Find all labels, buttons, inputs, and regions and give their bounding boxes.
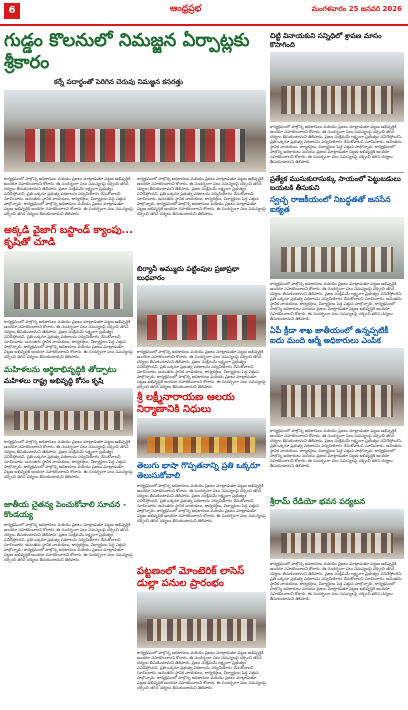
story3-headline: మహిళలను ఆర్థికాభివృద్ధికి తోడ్పాటు — [4, 365, 117, 374]
right-headline-3: ఏపీ క్రీడా శాఖ జాతీయంలో ఉన్నప్పటికీ ఐదు మంది ఆర్మీ అధికారులు ఎంపిక — [270, 326, 389, 345]
story4-text: కార్యక్రమంలో పాల్గొన్న అధికారులు మరియు ప్రజలు మాట్లాడుతూ పట్టణ అభివృద్ధికి అందరూ సహకరించాలని కోరారు. ఈ సందర్భంగా పలు సమస్యలపై చర్చించి తగిన చర్యలు తీసుకుంటామని తెలిపారు. ప్రజల సంక్షేమమే లక్ష్యంగా ప్రభుత్వం పనిచేస్తోందని, ప్రతి ఒక్కరూ ప్రభుత్వ పథకాలను సద్వినియోగం చేసుకోవాలని సూచించారు. అనంతరం స్థానిక నాయకులు, కార్యకర్తలు, విద్యార్థులు పెద్ద ఎత్తున పాల్గొన్నారు. కార్యక్రమంలో పాల్గొన్న అధికారులు మరియు ప్రజలు మాట్లాడుతూ పట్టణ అభివృద్ధికి అందరూ సహకరించాలని కోరారు. ఈ సందర్భంగా పలు సమస్యలపై చర్చించి తగిన చర్యలు తీసుకుంటామని తెలిపారు. — [4, 522, 133, 562]
center-subheadline-3: పట్టణంలో మోంటెరిక్ లాసెస్ డుల్లా పనుల ప్రారంభం — [137, 566, 245, 589]
main-headline: గుడ్డం కొలనులో నిమజ్జన ఏర్పాట్లకు శ్రీకారం — [4, 30, 250, 73]
right-headline-4: శ్రీరామ్ రేడియో భవన పర్యటన — [270, 497, 366, 506]
center-subheadline-2: తెలుగు భాషా గొప్పతనాన్ని ప్రతి ఒక్కరూ తెలుసుకోవాలి — [137, 461, 261, 480]
center-text: కార్యక్రమంలో పాల్గొన్న అధికారులు మరియు ప్రజలు మాట్లాడుతూ పట్టణ అభివృద్ధికి అందరూ సహకరించాలని కోరారు. ఈ సందర్భంగా పలు సమస్యలపై చర్చించి తగిన చర్యలు తీసుకుంటామని తెలిపారు. ప్రజల సంక్షేమమే లక్ష్యంగా ప్రభుత్వం పనిచేస్తోందని, ప్రతి ఒక్కరూ ప్రభుత్వ పథకాలను సద్వినియోగం చేసుకోవాలని సూచించారు. అనంతరం స్థానిక నాయకులు, కార్యకర్తలు, విద్యార్థులు పెద్ద ఎత్తున పాల్గొన్నారు. కార్యక్రమంలో పాల్గొన్న అధికారులు మరియు ప్రజలు మాట్లాడుతూ పట్టణ అభివృద్ధికి అందరూ సహకరించాలని కోరారు. ఈ సందర్భంగా పలు సమస్యలపై చర్చించి తగిన చర్యలు తీసుకుంటామని తెలిపారు. — [137, 349, 266, 389]
temple-photo — [137, 418, 266, 458]
right-photo-3 — [270, 348, 404, 426]
right-photo-4 — [270, 509, 404, 559]
center-text-3: కార్యక్రమంలో పాల్గొన్న అధికారులు మరియు ప్రజలు మాట్లాడుతూ పట్టణ అభివృద్ధికి అందరూ సహకరించాలని కోరారు. ఈ సందర్భంగా పలు సమస్యలపై చర్చించి తగిన చర్యలు తీసుకుంటామని తెలిపారు. ప్రజల సంక్షేమమే లక్ష్యంగా ప్రభుత్వం పనిచేస్తోందని, ప్రతి ఒక్కరూ ప్రభుత్వ పథకాలను సద్వినియోగం చేసుకోవాలని సూచించారు. అనంతరం స్థానిక నాయకులు, కార్యకర్తలు, విద్యార్థులు పెద్ద ఎత్తున పాల్గొన్నారు. కార్యక్రమంలో పాల్గొన్న అధికారులు మరియు ప్రజలు మాట్లాడుతూ పట్టణ అభివృద్ధికి అందరూ సహకరించాలని కోరారు. ఈ సందర్భంగా పలు సమస్యలపై చర్చించి తగిన చర్యలు తీసుకుంటామని తెలిపారు. — [137, 650, 266, 690]
story3-byline: మహిళలు రాష్ట్ర అభివృద్ధి కోసం కృషి — [4, 377, 104, 385]
center-photo — [137, 285, 266, 347]
left-column — [4, 30, 266, 710]
right-column — [270, 32, 404, 601]
center-subheadline-1: శ్రీ లక్ష్మీనారాయణ ఆలయ నిర్మాణానికి నిధులు — [137, 392, 235, 415]
story4-headline: జాతీయ చైతన్య పెంచుకోవాలి సూచన - కొండయ్య — [4, 500, 127, 519]
right-text-4: కార్యక్రమంలో పాల్గొన్న అధికారులు మరియు ప్రజలు మాట్లాడుతూ పట్టణ అభివృద్ధికి అందరూ సహకరించాలని కోరారు. ఈ సందర్భంగా పలు సమస్యలపై చర్చించి తగిన చర్యలు తీసుకుంటామని తెలిపారు. ప్రజల సంక్షేమమే లక్ష్యంగా ప్రభుత్వం పనిచేస్తోందని, ప్రతి ఒక్కరూ ప్రభుత్వ పథకాలను సద్వినియోగం చేసుకోవాలని సూచించారు. అనంతరం స్థానిక నాయకులు, కార్యకర్తలు, విద్యార్థులు పెద్ద ఎత్తున పాల్గొన్నారు. కార్యక్రమంలో పాల్గొన్న అధికారులు మరియు ప్రజలు మాట్లాడుతూ పట్టణ అభివృద్ధికి అందరూ సహకరించాలని కోరారు. ఈ సందర్భంగా పలు సమస్యలపై చర్చించి తగిన చర్యలు తీసుకుంటామని తెలిపారు. — [270, 561, 403, 601]
right-headline-2b: స్వచ్ఛ రాజకీయంలో నిబద్ధతతో జనసేన ఐక్యత — [270, 195, 391, 214]
story2-headline: అక్కడి వైజాగ్ బస్టాండ్ క్యాంపు... కృషితో చూడి — [4, 225, 133, 248]
right-text-1: కార్యక్రమంలో పాల్గొన్న అధికారులు మరియు ప్రజలు మాట్లాడుతూ పట్టణ అభివృద్ధికి అందరూ సహకరించాలని కోరారు. ఈ సందర్భంగా పలు సమస్యలపై చర్చించి తగిన చర్యలు తీసుకుంటామని తెలిపారు. ప్రజల సంక్షేమమే లక్ష్యంగా ప్రభుత్వం పనిచేస్తోందని, ప్రతి ఒక్కరూ ప్రభుత్వ పథకాలను సద్వినియోగం చేసుకోవాలని సూచించారు. అనంతరం స్థానిక నాయకులు, కార్యకర్తలు, విద్యార్థులు పెద్ద ఎత్తున పాల్గొన్నారు. కార్యక్రమంలో పాల్గొన్న అధికారులు మరియు ప్రజలు మాట్లాడుతూ పట్టణ అభివృద్ధికి అందరూ సహకరించాలని కోరారు. ఈ సందర్భంగా పలు సమస్యలపై చర్చించి తగిన చర్యలు తీసుకుంటామని తెలిపారు. — [270, 124, 403, 164]
right-photo-2 — [270, 217, 404, 279]
story2-text: కార్యక్రమంలో పాల్గొన్న అధికారులు మరియు ప్రజలు మాట్లాడుతూ పట్టణ అభివృద్ధికి అందరూ సహకరించాలని కోరారు. ఈ సందర్భంగా పలు సమస్యలపై చర్చించి తగిన చర్యలు తీసుకుంటామని తెలిపారు. ప్రజల సంక్షేమమే లక్ష్యంగా ప్రభుత్వం పనిచేస్తోందని, ప్రతి ఒక్కరూ ప్రభుత్వ పథకాలను సద్వినియోగం చేసుకోవాలని సూచించారు. అనంతరం స్థానిక నాయకులు, కార్యకర్తలు, విద్యార్థులు పెద్ద ఎత్తున పాల్గొన్నారు. కార్యక్రమంలో పాల్గొన్న అధికారులు మరియు ప్రజలు మాట్లాడుతూ పట్టణ అభివృద్ధికి అందరూ సహకరించాలని కోరారు. ఈ సందర్భంగా పలు సమస్యలపై చర్చించి తగిన చర్యలు తీసుకుంటామని తెలిపారు. — [4, 319, 133, 359]
main-subhead: కర్నే పదార్థంతో పెరిగిన చెరువు నిమజ్జన కసరత్తు — [54, 78, 184, 86]
right-headline-2: ప్రత్యేక ముసుకురాసుక్కు సాయంలో పెట్టుబడులు బయటకి తీసుకుని — [270, 175, 401, 192]
divider — [270, 172, 404, 173]
masthead — [0, 0, 408, 26]
date-line: మంగళవారం 25 జనవరి 2026 — [311, 5, 402, 13]
story1-text-cont: కార్యక్రమంలో పాల్గొన్న అధికారులు మరియు ప్రజలు మాట్లాడుతూ పట్టణ అభివృద్ధికి అందరూ సహకరించాలని కోరారు. ఈ సందర్భంగా పలు సమస్యలపై చర్చించి తగిన చర్యలు తీసుకుంటామని తెలిపారు. ప్రజల సంక్షేమమే లక్ష్యంగా ప్రభుత్వం పనిచేస్తోందని, ప్రతి ఒక్కరూ ప్రభుత్వ పథకాలను సద్వినియోగం చేసుకోవాలని సూచించారు. అనంతరం స్థానిక నాయకులు, కార్యకర్తలు, విద్యార్థులు పెద్ద ఎత్తున పాల్గొన్నారు. కార్యక్రమంలో పాల్గొన్న అధికారులు మరియు ప్రజలు మాట్లాడుతూ పట్టణ అభివృద్ధికి అందరూ సహకరించాలని కోరారు. ఈ సందర్భంగా పలు సమస్యలపై చర్చించి తగిన చర్యలు తీసుకుంటామని తెలిపారు. — [137, 176, 266, 216]
page-number: 6 — [4, 3, 20, 19]
center-photo-3 — [137, 592, 266, 648]
story3-photo — [4, 388, 133, 436]
right-headline-1: చిట్టి వినాయకుని సన్నిధిలో శ్రావణ మాసం కొసాగింది — [270, 32, 382, 49]
main-photo — [4, 90, 266, 172]
center-text-2: కార్యక్రమంలో పాల్గొన్న అధికారులు మరియు ప్రజలు మాట్లాడుతూ పట్టణ అభివృద్ధికి అందరూ సహకరించాలని కోరారు. ఈ సందర్భంగా పలు సమస్యలపై చర్చించి తగిన చర్యలు తీసుకుంటామని తెలిపారు. ప్రజల సంక్షేమమే లక్ష్యంగా ప్రభుత్వం పనిచేస్తోందని, ప్రతి ఒక్కరూ ప్రభుత్వ పథకాలను సద్వినియోగం చేసుకోవాలని సూచించారు. అనంతరం స్థానిక నాయకులు, కార్యకర్తలు, విద్యార్థులు పెద్ద ఎత్తున పాల్గొన్నారు. కార్యక్రమంలో పాల్గొన్న అధికారులు మరియు ప్రజలు మాట్లాడుతూ పట్టణ అభివృద్ధికి అందరూ సహకరించాలని కోరారు. ఈ సందర్భంగా పలు సమస్యలపై చర్చించి తగిన చర్యలు తీసుకుంటామని తెలిపారు. — [137, 483, 266, 523]
right-photo-1 — [270, 52, 404, 122]
story2-photo — [4, 251, 133, 317]
story1-text: కార్యక్రమంలో పాల్గొన్న అధికారులు మరియు ప్రజలు మాట్లాడుతూ పట్టణ అభివృద్ధికి అందరూ సహకరించాలని కోరారు. ఈ సందర్భంగా పలు సమస్యలపై చర్చించి తగిన చర్యలు తీసుకుంటామని తెలిపారు. ప్రజల సంక్షేమమే లక్ష్యంగా ప్రభుత్వం పనిచేస్తోందని, ప్రతి ఒక్కరూ ప్రభుత్వ పథకాలను సద్వినియోగం చేసుకోవాలని సూచించారు. అనంతరం స్థానిక నాయకులు, కార్యకర్తలు, విద్యార్థులు పెద్ద ఎత్తున పాల్గొన్నారు. కార్యక్రమంలో పాల్గొన్న అధికారులు మరియు ప్రజలు మాట్లాడుతూ పట్టణ అభివృద్ధికి అందరూ సహకరించాలని కోరారు. ఈ సందర్భంగా పలు సమస్యలపై చర్చించి తగిన చర్యలు తీసుకుంటామని తెలిపారు. — [4, 176, 133, 216]
right-text-3: కార్యక్రమంలో పాల్గొన్న అధికారులు మరియు ప్రజలు మాట్లాడుతూ పట్టణ అభివృద్ధికి అందరూ సహకరించాలని కోరారు. ఈ సందర్భంగా పలు సమస్యలపై చర్చించి తగిన చర్యలు తీసుకుంటామని తెలిపారు. ప్రజల సంక్షేమమే లక్ష్యంగా ప్రభుత్వం పనిచేస్తోందని, ప్రతి ఒక్కరూ ప్రభుత్వ పథకాలను సద్వినియోగం చేసుకోవాలని సూచించారు. అనంతరం స్థానిక నాయకులు, కార్యకర్తలు, విద్యార్థులు పెద్ద ఎత్తున పాల్గొన్నారు. కార్యక్రమంలో పాల్గొన్న అధికారులు మరియు ప్రజలు మాట్లాడుతూ పట్టణ అభివృద్ధికి అందరూ సహకరించాలని కోరారు. ఈ సందర్భంగా పలు సమస్యలపై చర్చించి తగిన చర్యలు తీసుకుంటామని తెలిపారు. — [270, 428, 403, 468]
story3-text: కార్యక్రమంలో పాల్గొన్న అధికారులు మరియు ప్రజలు మాట్లాడుతూ పట్టణ అభివృద్ధికి అందరూ సహకరించాలని కోరారు. ఈ సందర్భంగా పలు సమస్యలపై చర్చించి తగిన చర్యలు తీసుకుంటామని తెలిపారు. ప్రజల సంక్షేమమే లక్ష్యంగా ప్రభుత్వం పనిచేస్తోందని, ప్రతి ఒక్కరూ ప్రభుత్వ పథకాలను సద్వినియోగం చేసుకోవాలని సూచించారు. అనంతరం స్థానిక నాయకులు, కార్యకర్తలు, విద్యార్థులు పెద్ద ఎత్తున పాల్గొన్నారు. కార్యక్రమంలో పాల్గొన్న అధికారులు మరియు ప్రజలు మాట్లాడుతూ పట్టణ అభివృద్ధికి అందరూ సహకరించాలని కోరారు. ఈ సందర్భంగా పలు సమస్యలపై చర్చించి తగిన చర్యలు తీసుకుంటామని తెలిపారు. — [4, 439, 133, 479]
center-headline: బిర్యానీ అమ్ముదు పట్టింపుల ప్రజాప్రభా బుధవారం — [137, 265, 240, 282]
right-text-2: కార్యక్రమంలో పాల్గొన్న అధికారులు మరియు ప్రజలు మాట్లాడుతూ పట్టణ అభివృద్ధికి అందరూ సహకరించాలని కోరారు. ఈ సందర్భంగా పలు సమస్యలపై చర్చించి తగిన చర్యలు తీసుకుంటామని తెలిపారు. ప్రజల సంక్షేమమే లక్ష్యంగా ప్రభుత్వం పనిచేస్తోందని, ప్రతి ఒక్కరూ ప్రభుత్వ పథకాలను సద్వినియోగం చేసుకోవాలని సూచించారు. అనంతరం స్థానిక నాయకులు, కార్యకర్తలు, విద్యార్థులు పెద్ద ఎత్తున పాల్గొన్నారు. కార్యక్రమంలో పాల్గొన్న అధికారులు మరియు ప్రజలు మాట్లాడుతూ పట్టణ అభివృద్ధికి అందరూ సహకరించాలని కోరారు. ఈ సందర్భంగా పలు సమస్యలపై చర్చించి తగిన చర్యలు తీసుకుంటామని తెలిపారు. — [270, 281, 403, 321]
paper-name: ఆంధ్రప్రభ — [170, 4, 202, 14]
